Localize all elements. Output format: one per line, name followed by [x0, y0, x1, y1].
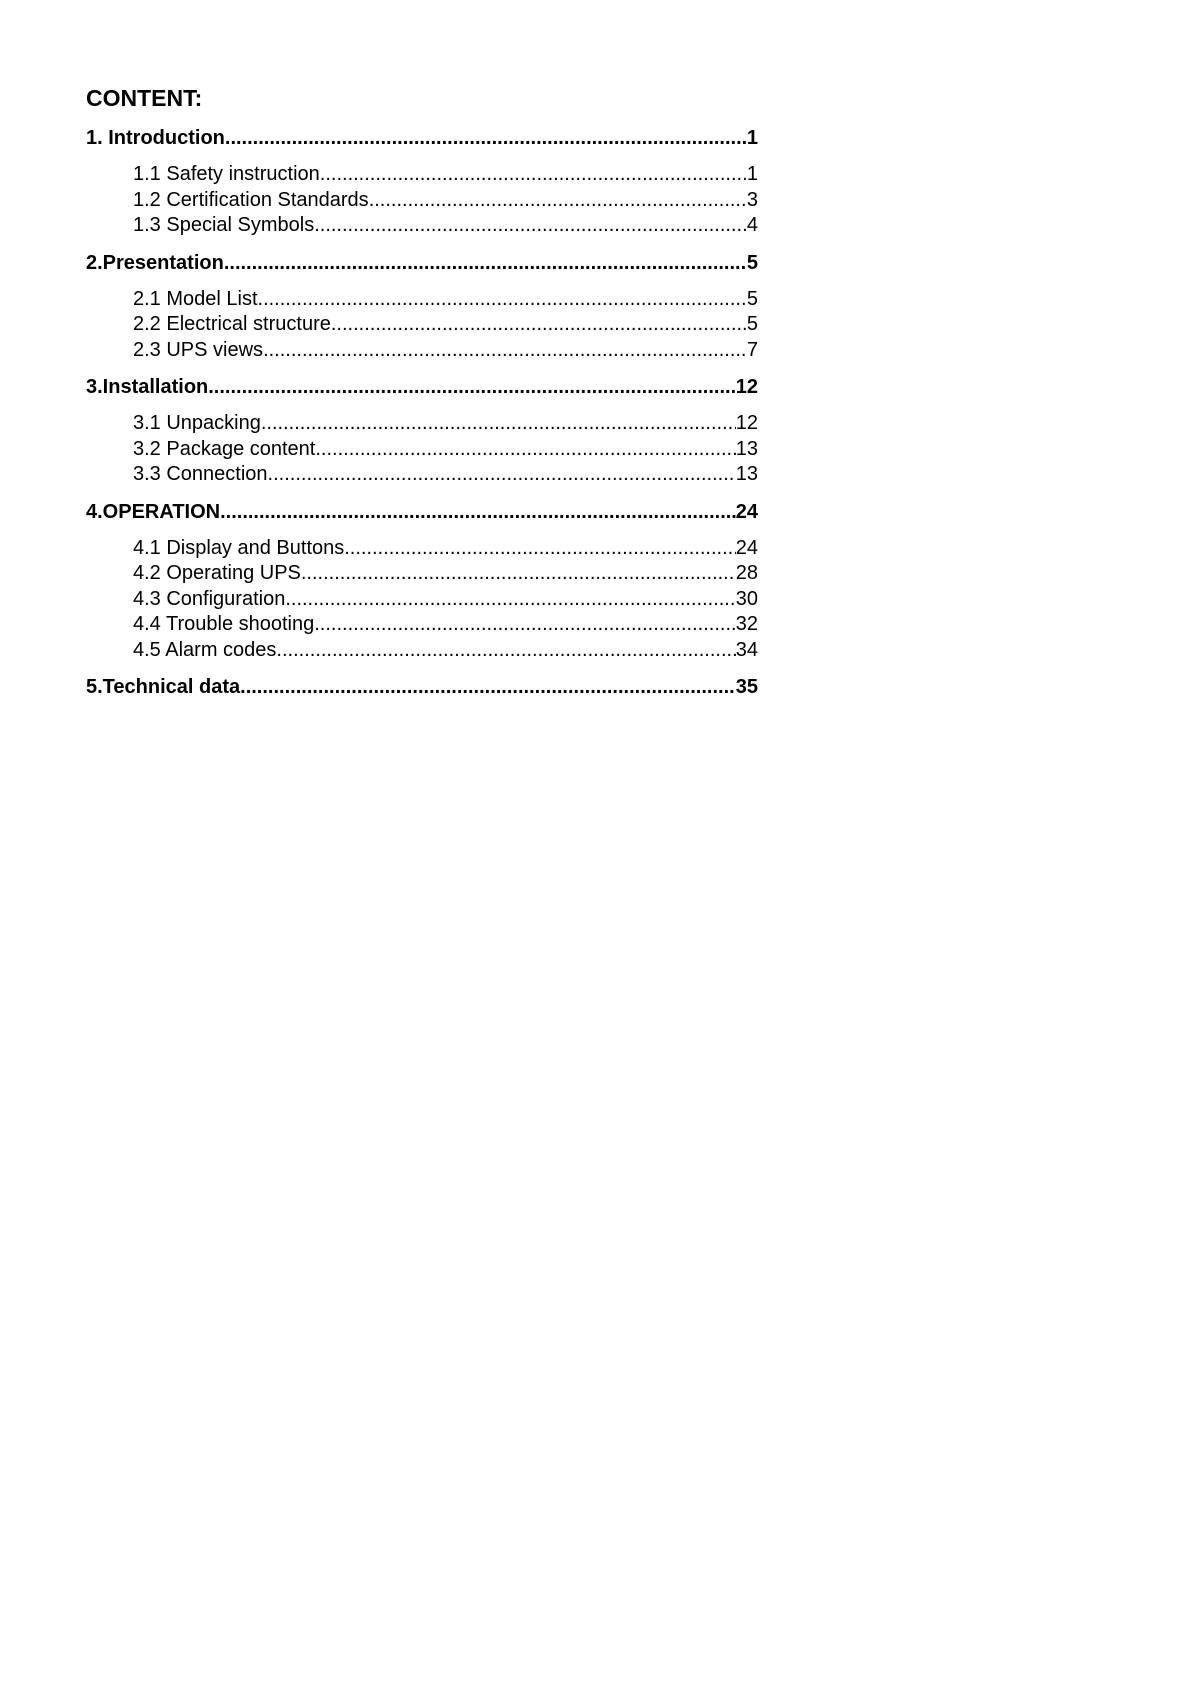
toc-subsection-list	[86, 162, 758, 239]
toc-subsection-page-number: 24	[735, 536, 758, 559]
toc-subsection-page-number: 1	[746, 163, 758, 185]
toc-subsection-label: 4.4 Trouble shooting	[133, 613, 315, 635]
toc-subsection-page-number: 13	[735, 437, 758, 460]
dot-leader	[268, 462, 736, 488]
toc-chapter-page-number: 1	[746, 127, 758, 149]
toc-subsection-label: 1.2 Certification Standards	[133, 188, 369, 211]
toc-subsection-label: 4.2 Operating UPS	[133, 562, 301, 584]
toc-subsection-label: 1.1 Safety instruction	[133, 163, 320, 185]
toc-chapter-label: 4.OPERATION	[86, 500, 221, 523]
toc-entry-subsection[interactable]	[86, 638, 758, 664]
toc-entry-subsection[interactable]	[86, 462, 758, 488]
toc-section	[86, 374, 758, 488]
toc-subsection-label: 2.2 Electrical structure	[133, 313, 331, 335]
toc-subsection-label: 4.3 Configuration	[133, 587, 286, 610]
toc-subsection-label: 3.3 Connection	[133, 463, 268, 485]
toc-subsection-page-number: 12	[735, 412, 758, 434]
toc-entry-subsection[interactable]	[86, 587, 758, 613]
toc-subsection-page-number: 5	[746, 313, 758, 335]
toc-chapter-label: 1. Introduction	[86, 127, 225, 149]
dot-leader	[314, 612, 736, 638]
toc-sections	[86, 125, 758, 700]
dot-leader	[263, 338, 747, 364]
toc-section	[86, 499, 758, 664]
toc-subsection-page-number: 28	[735, 562, 758, 584]
toc-entry-chapter[interactable]	[86, 499, 758, 525]
toc-entry-chapter[interactable]	[86, 374, 758, 400]
toc-subsection-list	[86, 287, 758, 364]
toc-entry-subsection[interactable]	[86, 338, 758, 364]
toc-subsection-list	[86, 536, 758, 664]
toc-entry-subsection[interactable]	[86, 188, 758, 214]
toc-entry-subsection[interactable]	[86, 162, 758, 188]
toc-chapter-page-number: 12	[735, 376, 758, 398]
toc-chapter-page-number: 24	[735, 500, 758, 523]
toc-entry-subsection[interactable]	[86, 437, 758, 463]
toc-entry-subsection[interactable]	[86, 561, 758, 587]
toc-subsection-page-number: 34	[735, 638, 758, 661]
toc-subsection-label: 4.5 Alarm codes	[133, 638, 277, 661]
toc-entry-subsection[interactable]	[86, 312, 758, 338]
toc-title: CONTENT:	[86, 85, 203, 111]
toc-entry-chapter[interactable]	[86, 250, 758, 276]
toc-entry-subsection[interactable]	[86, 411, 758, 437]
toc-subsection-label: 3.1 Unpacking	[133, 412, 261, 434]
toc-entry-subsection[interactable]	[86, 536, 758, 562]
toc-section	[86, 674, 758, 700]
toc-entry-chapter[interactable]	[86, 674, 758, 700]
toc-subsection-label: 2.1 Model List	[133, 287, 258, 310]
toc-entry-subsection[interactable]	[86, 213, 758, 239]
dot-leader	[276, 638, 735, 664]
toc-chapter-page-number: 35	[735, 676, 758, 698]
dot-leader	[331, 312, 747, 338]
toc-subsection-page-number: 5	[746, 287, 758, 310]
toc-entry-subsection[interactable]	[86, 287, 758, 313]
toc-chapter-label: 3.Installation	[86, 376, 209, 398]
toc-subsection-page-number: 13	[735, 463, 758, 485]
toc-section	[86, 250, 758, 364]
dot-leader	[315, 437, 735, 463]
toc-section	[86, 125, 758, 239]
dot-leader	[314, 213, 747, 239]
toc-subsection-label: 4.1 Display and Buttons	[133, 536, 345, 559]
toc-subsection-label: 2.3 UPS views	[133, 338, 264, 361]
dot-leader	[261, 411, 736, 437]
dot-leader	[240, 674, 736, 700]
toc-entry-chapter[interactable]	[86, 125, 758, 151]
dot-leader	[220, 499, 736, 525]
toc-subsection-label: 1.3 Special Symbols	[133, 214, 315, 236]
dot-leader	[224, 250, 747, 276]
toc-subsection-list	[86, 411, 758, 488]
dot-leader	[369, 188, 747, 214]
toc-subsection-page-number: 30	[735, 587, 758, 610]
toc-chapter-label: 2.Presentation	[86, 251, 224, 274]
table-of-contents	[86, 84, 758, 711]
toc-chapter-page-number: 5	[746, 251, 758, 274]
toc-entry-subsection[interactable]	[86, 612, 758, 638]
toc-subsection-page-number: 4	[746, 214, 758, 236]
dot-leader	[320, 162, 747, 188]
dot-leader	[285, 587, 735, 613]
toc-subsection-page-number: 32	[735, 613, 758, 635]
toc-subsection-label: 3.2 Package content	[133, 437, 316, 460]
toc-chapter-label: 5.Technical data	[86, 676, 241, 698]
toc-subsection-page-number: 3	[746, 188, 758, 211]
dot-leader	[301, 561, 736, 587]
dot-leader	[208, 374, 736, 400]
dot-leader	[225, 125, 747, 151]
toc-subsection-page-number: 7	[746, 338, 758, 361]
dot-leader	[258, 287, 747, 313]
dot-leader	[344, 536, 736, 562]
